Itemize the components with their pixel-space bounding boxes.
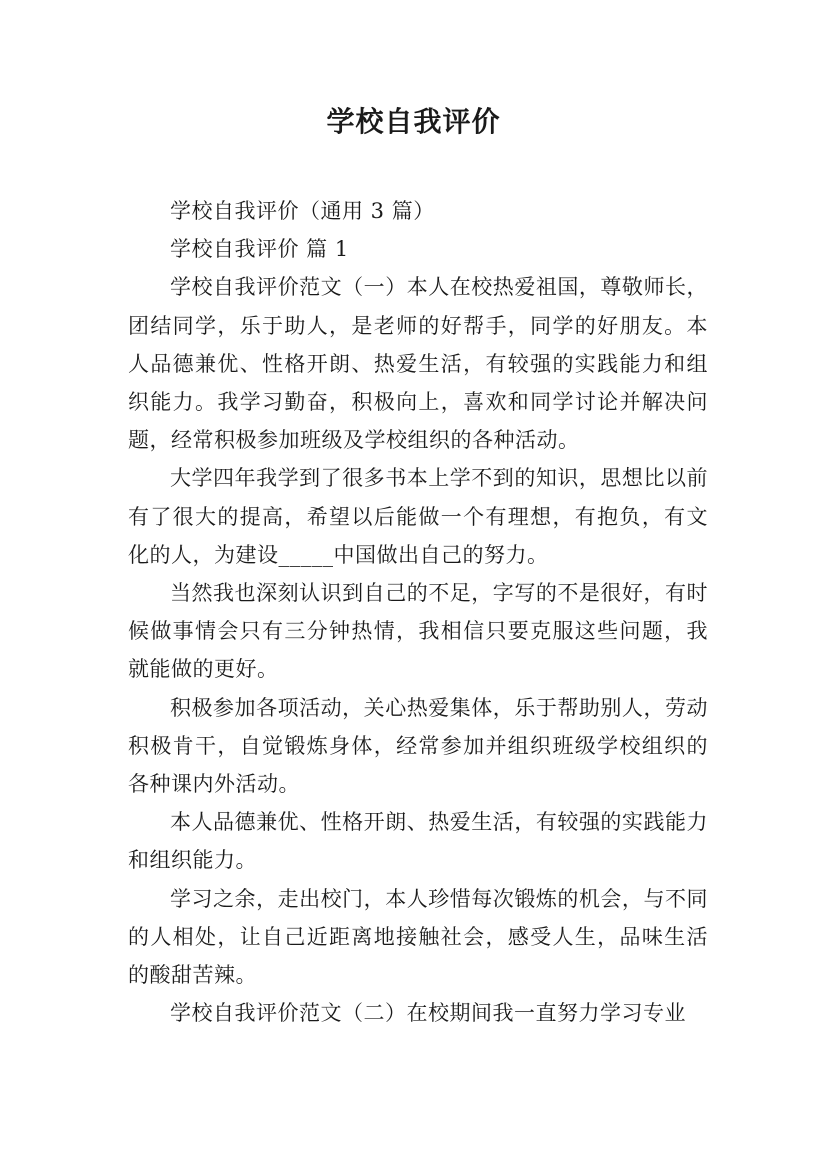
body-paragraph: 本人品德兼优、性格开朗、热爱生活，有较强的实践能力和组织能力。: [128, 810, 708, 873]
document-title: 学校自我评价: [326, 105, 501, 138]
document-body: [128, 192, 708, 1032]
body-paragraph: 学习之余，走出校门，本人珍惜每次锻炼的机会，与不同的人相处，让自己近距离地接触社会，感受人生，品味生活的酸甜苦辣。: [128, 886, 708, 988]
section-heading: 学校自我评价 篇 1: [170, 237, 349, 262]
body-paragraph: 当然我也深刻认识到自己的不足，字写的不是很好，有时候做事情会只有三分钟热情，我相信只要克服这些问题，我就能做的更好。: [128, 581, 708, 682]
body-paragraph: 积极参加各项活动，关心热爱集体，乐于帮助别人，劳动积极肯干，自觉锻炼身体，经常参加并组织班级学校组织的各种课内外活动。: [128, 695, 708, 797]
subtitle-paragraph: 学校自我评价（通用 3 篇）: [170, 199, 435, 223]
body-paragraph: 学校自我评价范文（一）本人在校热爱祖国，尊敬师长，团结同学，乐于助人，是老师的好帮手，同学的好朋友。本人品德兼优、性格开朗、热爱生活，有较强的实践能力和组织能力。我学习勤奋，积极向上，喜欢和同学讨论并解决问题，经常积极参加班级及学校组织的各种活动。: [128, 275, 708, 453]
body-paragraph: 大学四年我学到了很多书本上学不到的知识，思想比以前有了很大的提高，希望以后能做一个有理想，有抱负，有文化的人，为建设_____中国做出自己的努力。: [128, 466, 708, 567]
body-paragraph: 学校自我评价范文（二）在校期间我一直努力学习专业: [170, 1001, 686, 1026]
